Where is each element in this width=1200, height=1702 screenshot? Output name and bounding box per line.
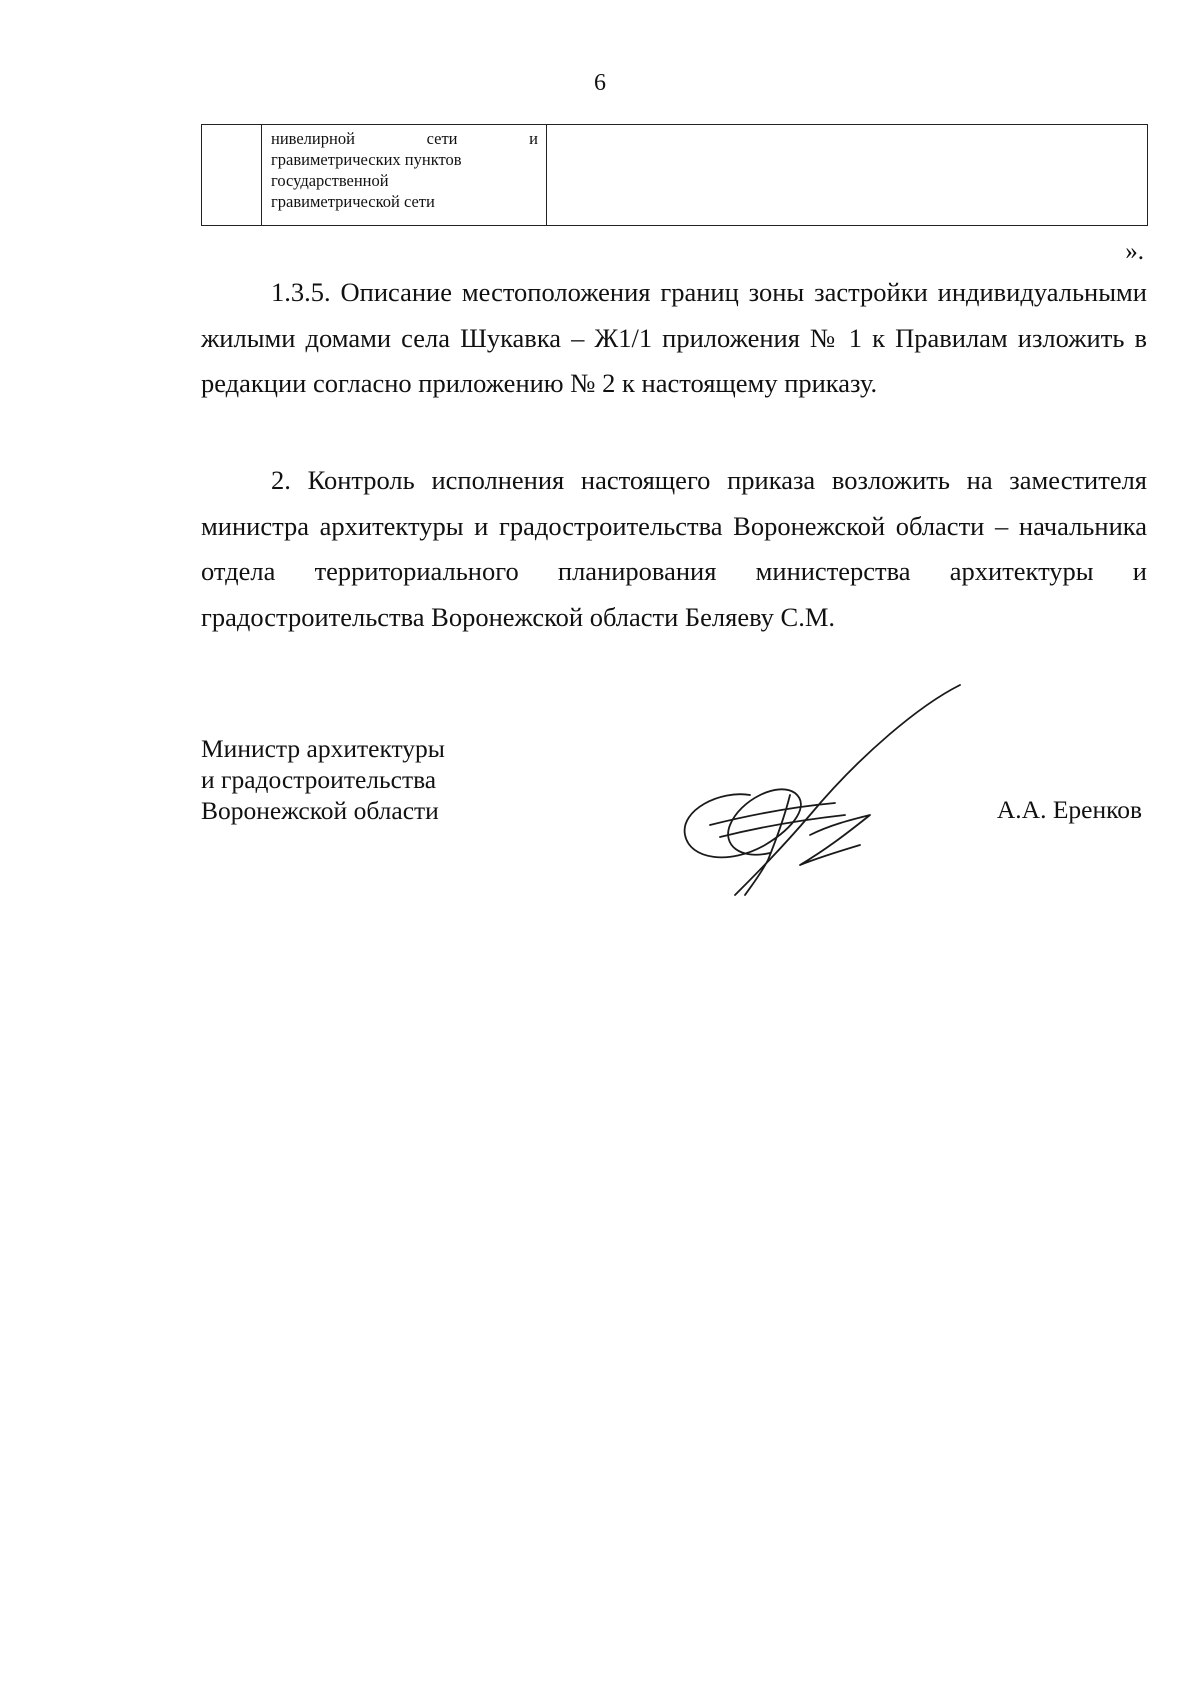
table-bottom-border <box>202 226 1148 227</box>
table-cell-line: гравиметрической сети <box>271 192 435 211</box>
table-cell-value <box>547 125 1148 226</box>
paragraph-2 <box>201 458 1147 640</box>
table-cell-number <box>202 125 262 226</box>
table-cell-line: гравиметрических пунктов <box>271 150 462 169</box>
paragraph-text: 1.3.5. Описание местоположения границ зоны застройки индивидуальными жилыми домами села Шукавка – Ж1/1 приложения № 1 к Правилам изложить в редакции согласно приложению № 2 к настоящему приказу. <box>201 277 1147 398</box>
table-cell-line: государственной <box>271 171 389 190</box>
table-cell-line: нивелирной сети и <box>271 129 538 148</box>
signatory-position-line: и градостроительства <box>201 765 437 794</box>
paragraph-1-3-5 <box>201 270 1147 407</box>
page-number: 6 <box>594 70 606 96</box>
signatory-name: А.А. Еренков <box>996 795 1142 824</box>
paragraph-text: 2. Контроль исполнения настоящего приказа возложить на заместителя министра архитектуры и градостроительства Воронежской области – начальника отдела территориального планирования министерства архитектуры и градостроительства Воронежской области Беляеву С.М. <box>201 465 1147 632</box>
table-cell-description <box>262 125 547 226</box>
table-row <box>202 125 1148 226</box>
closing-quote: ». <box>1125 238 1144 265</box>
signatory-position <box>201 733 445 826</box>
handwritten-signature <box>660 675 980 905</box>
signatory-position-line: Министр архитектуры <box>201 734 445 763</box>
signatory-position-line: Воронежской области <box>201 796 439 825</box>
continued-table <box>201 124 1148 226</box>
